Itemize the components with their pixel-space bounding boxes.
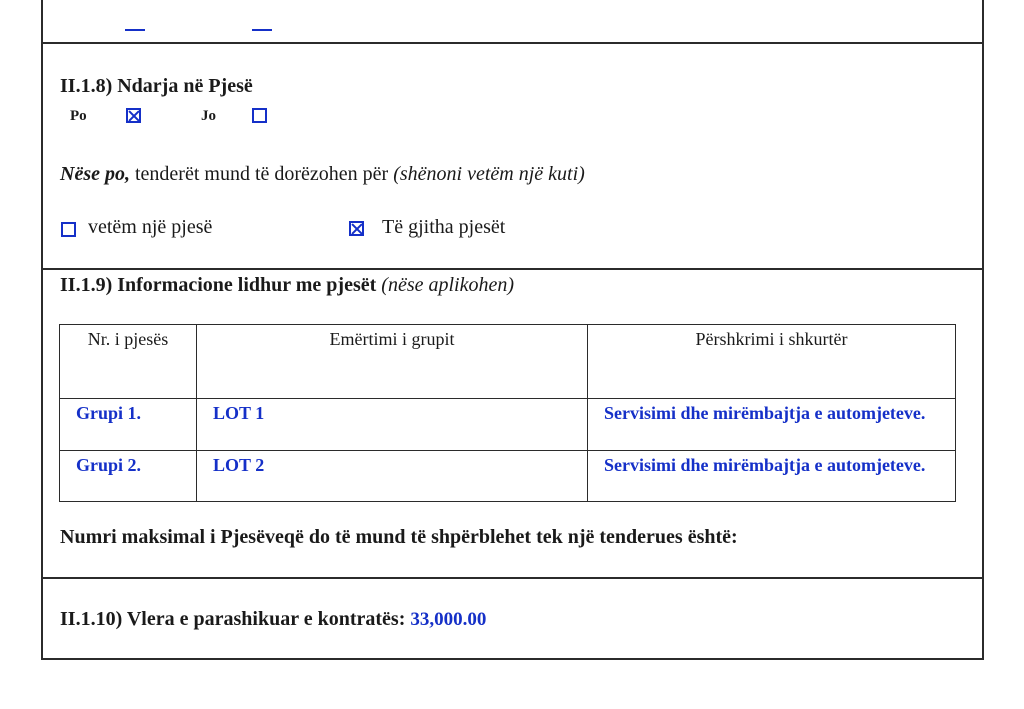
checkbox-empty-icon xyxy=(61,222,76,237)
section-divider-119 xyxy=(41,268,984,270)
checkbox-checked-icon xyxy=(126,108,141,123)
table-row xyxy=(60,399,956,451)
section-118-heading: II.1.8) Ndarja në Pjesë xyxy=(60,75,253,97)
row-nr: Grupi 1. xyxy=(60,399,197,451)
jo-checkbox[interactable] xyxy=(252,106,267,124)
row-nr: Grupi 2. xyxy=(60,451,197,502)
option-all-label: Të gjitha pjesët xyxy=(382,216,506,238)
row-name: LOT 2 xyxy=(197,451,588,502)
row-description: Servisimi dhe mirëmbajtja e automjeteve. xyxy=(588,451,956,502)
row-name: LOT 1 xyxy=(197,399,588,451)
checkbox-checked-icon xyxy=(349,221,364,236)
option-one-checkbox[interactable] xyxy=(61,220,76,238)
section-119-heading-line xyxy=(60,274,514,297)
section-1110-heading: II.1.10) Vlera e parashikuar e kontratës: xyxy=(60,608,406,630)
po-checkbox[interactable] xyxy=(126,106,141,124)
contract-value: 33,000.00 xyxy=(410,609,487,630)
condition-note: (shënoni vetëm një kuti) xyxy=(393,163,585,185)
checkbox-empty-icon xyxy=(252,108,267,123)
po-label: Po xyxy=(70,108,87,124)
cropped-checkbox xyxy=(252,29,272,34)
condition-line xyxy=(60,163,585,186)
section-1110-line xyxy=(60,608,486,631)
option-one-label: vetëm një pjesë xyxy=(88,216,213,238)
condition-prefix: Nëse po, xyxy=(60,163,130,185)
table-row xyxy=(60,451,956,502)
row-description: Servisimi dhe mirëmbajtja e automjeteve. xyxy=(588,399,956,451)
lots-table xyxy=(59,324,956,502)
condition-text: tenderët mund të dorëzohen për xyxy=(129,163,394,185)
option-all-checkbox[interactable] xyxy=(349,219,364,237)
section-divider-1110 xyxy=(41,577,984,579)
cropped-checkbox xyxy=(125,29,145,34)
header-description: Përshkrimi i shkurtër xyxy=(588,325,956,399)
section-divider-top xyxy=(41,42,984,44)
jo-label: Jo xyxy=(201,108,216,124)
table-header-row xyxy=(60,325,956,399)
header-name: Emërtimi i grupit xyxy=(197,325,588,399)
max-lots-text: Numri maksimal i Pjesëveqë do të mund të shpërblehet tek një tenderues është: xyxy=(60,526,738,548)
header-nr: Nr. i pjesës xyxy=(60,325,197,399)
section-119-heading: II.1.9) Informacione lidhur me pjesët xyxy=(60,274,377,296)
section-119-note: (nëse aplikohen) xyxy=(381,274,515,296)
